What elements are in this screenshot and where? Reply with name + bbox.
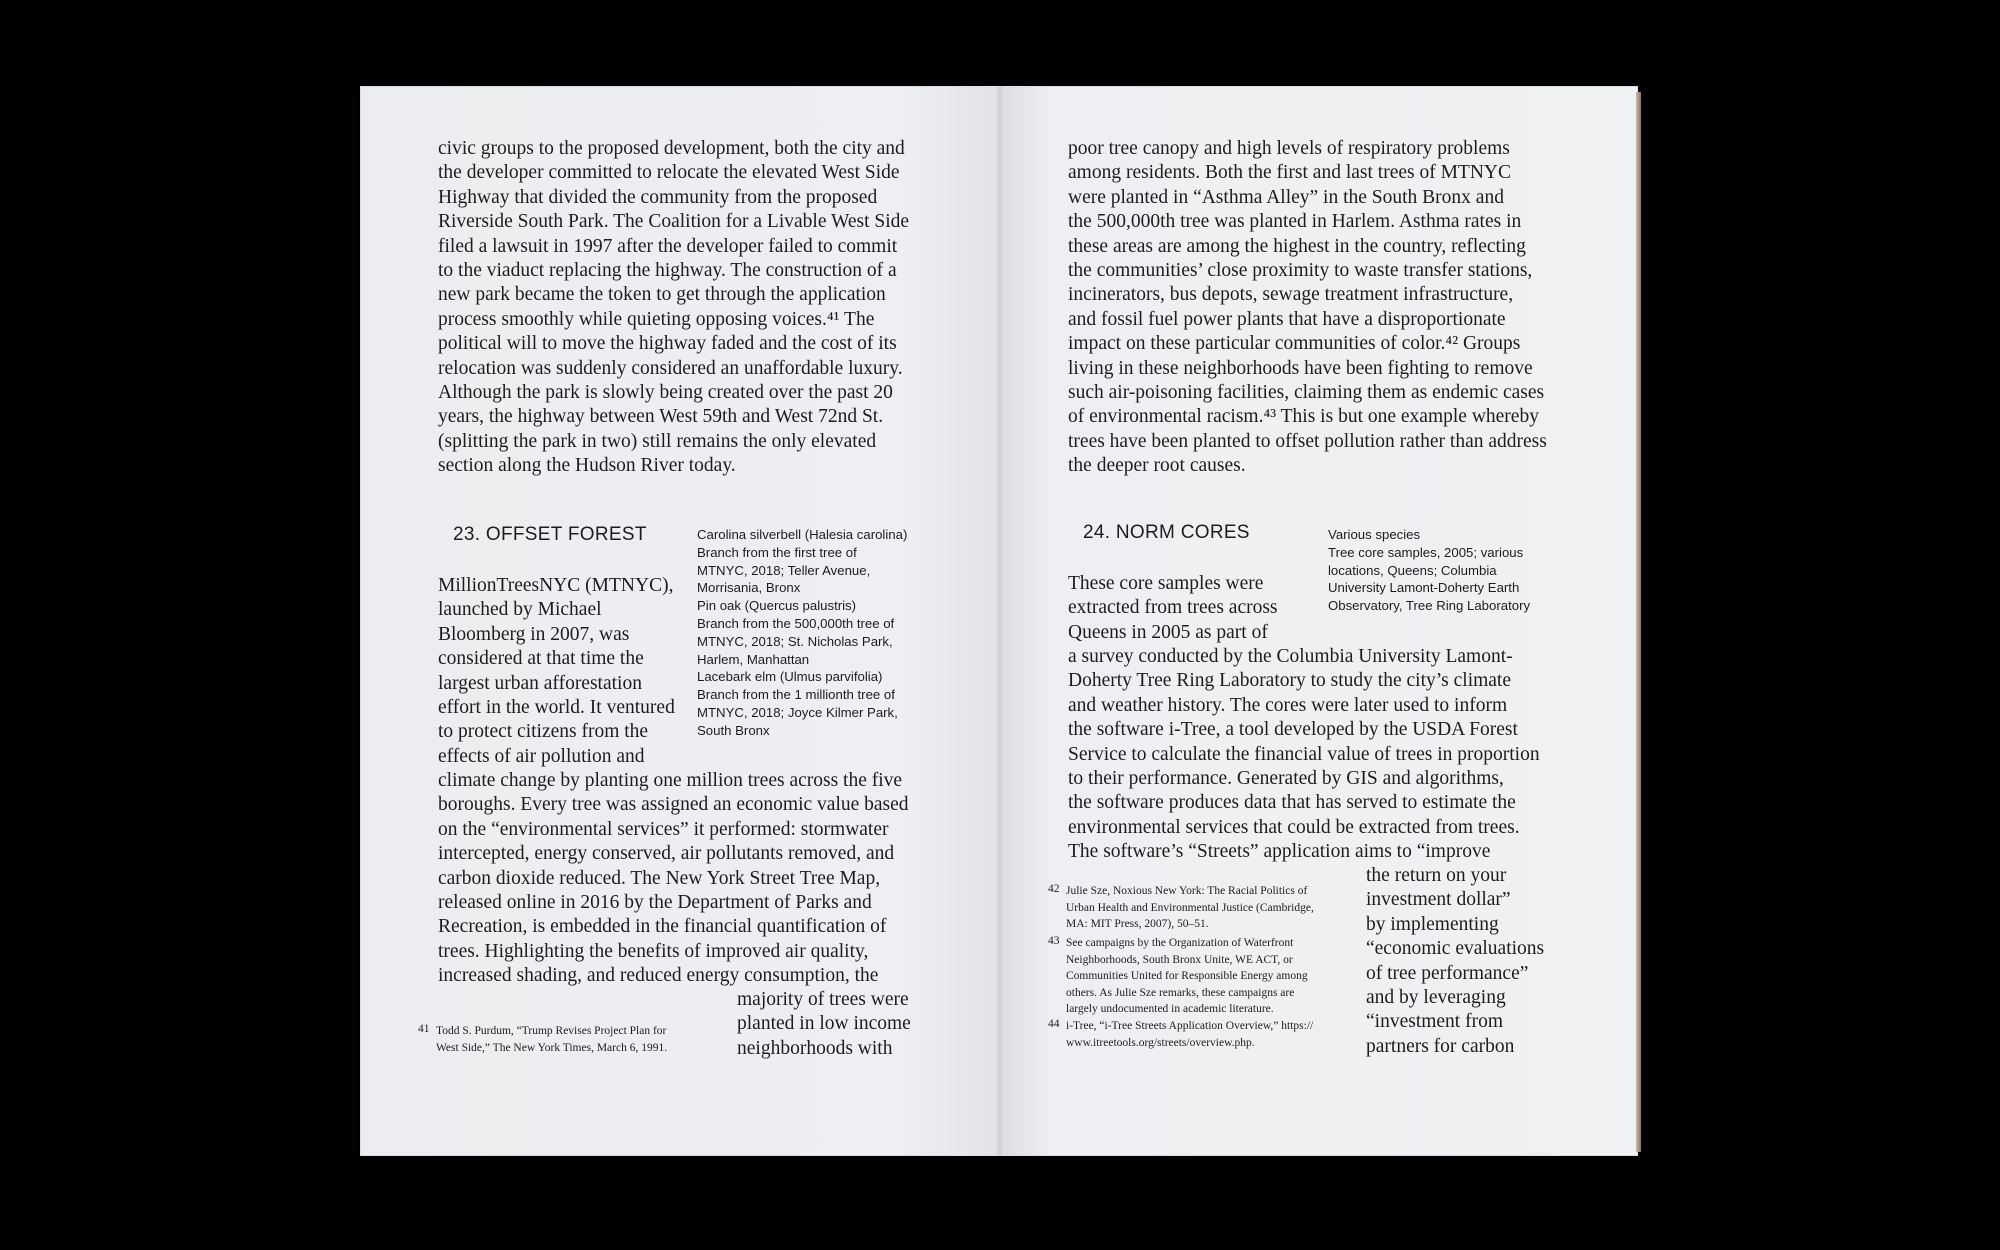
footnote-44: [1066, 1018, 1313, 1051]
footnote-line: MA: MIT Press, 2007), 50–51.: [1066, 918, 1209, 930]
book-spine: [995, 86, 1005, 1156]
footnote-line: i-Tree, “i-Tree Streets Application Overview,” https://: [1066, 1020, 1314, 1032]
caption-line: Branch from the 1 millionth tree of: [697, 687, 895, 703]
right-wide-paragraph: [1068, 645, 1540, 865]
footnote-line: others. As Julie Sze remarks, these campaigns are: [1066, 986, 1295, 999]
text-line: impact on these particular communities of color.⁴² Groups: [1068, 333, 1521, 355]
caption-line: Branch from the 500,000th tree of: [697, 615, 895, 631]
text-line: civic groups to the proposed development, both the city and: [438, 138, 905, 159]
text-line: and weather history. The cores were later used to inform: [1068, 694, 1508, 716]
text-line: environmental services that could be extracted from trees.: [1068, 816, 1520, 838]
text-line: of environmental racism.⁴³ This is but one example whereby: [1068, 406, 1539, 428]
text-line: poor tree canopy and high levels of respiratory problems: [1068, 138, 1510, 159]
text-line: to their performance. Generated by GIS and algorithms,: [1068, 768, 1504, 790]
text-line: majority of trees were: [737, 989, 909, 1010]
text-line: considered at that time the: [438, 648, 644, 670]
text-line: climate change by planting one million trees across the five: [438, 770, 903, 791]
text-line: among residents. Both the first and last trees of MTNYC: [1068, 162, 1512, 184]
caption-line: MTNYC, 2018; St. Nicholas Park,: [697, 633, 893, 649]
footnote-43: [1066, 935, 1308, 1018]
right-intro-paragraph: [1068, 137, 1547, 479]
footnote-line: Todd S. Purdum, “Trump Revises Project Plan for: [436, 1025, 667, 1037]
text-line: increased shading, and reduced energy consumption, the: [438, 965, 879, 987]
footnote-41: [436, 1023, 667, 1056]
text-line: process smoothly while quieting opposing voices.⁴¹ The: [438, 308, 875, 330]
text-line: the software i-Tree, a tool developed by the USDA Forest: [1068, 719, 1518, 741]
text-line: neighborhoods with: [737, 1037, 893, 1059]
text-line: a survey conducted by the Columbia University Lamont-: [1068, 646, 1513, 667]
text-line: launched by Michael: [438, 599, 602, 621]
text-line: new park became the token to get through the application: [438, 284, 886, 306]
text-line: of tree performance”: [1366, 962, 1529, 984]
text-line: living in these neighborhoods have been fighting to remove: [1068, 357, 1533, 379]
footnote-line: Communities United for Responsible Energy among: [1066, 970, 1308, 982]
text-line: effects of air pollution and: [438, 745, 645, 767]
page-edge: [1636, 92, 1641, 1152]
text-line: the return on your: [1366, 865, 1507, 886]
text-line: the communities’ close proximity to waste transfer stations,: [1068, 260, 1533, 282]
caption-line: University Lamont-Doherty Earth: [1328, 580, 1520, 596]
text-line: boroughs. Every tree was assigned an economic value based: [438, 794, 909, 816]
text-line: These core samples were: [1068, 573, 1264, 594]
text-line: Although the park is slowly being created over the past 20: [438, 382, 893, 404]
text-line: the deeper root causes.: [1068, 455, 1246, 477]
text-line: MillionTreesNYC (MTNYC),: [438, 575, 674, 596]
right-narrow-paragraph: [1068, 572, 1278, 645]
text-line: to protect citizens from the: [438, 721, 649, 743]
caption-line: South Bronx: [697, 722, 770, 738]
text-line: these areas are among the highest in the country, reflecting: [1068, 235, 1526, 257]
footnote-line: largely undocumented in academic literature.: [1066, 1003, 1274, 1015]
section-heading-23: 23. OFFSET FOREST: [453, 524, 647, 545]
section-heading-24: 24. NORM CORES: [1083, 522, 1250, 543]
text-line: and by leveraging: [1366, 987, 1506, 1009]
text-line: were planted in “Asthma Alley” in the South Bronx and: [1068, 186, 1504, 208]
text-line: relocation was suddenly considered an unaffordable luxury.: [438, 357, 903, 379]
caption-line: MTNYC, 2018; Teller Avenue,: [697, 562, 871, 578]
text-line: (splitting the park in two) still remains the only elevated: [438, 430, 877, 452]
footnote-line: Urban Health and Environmental Justice (Cambridge,: [1066, 901, 1314, 914]
footnote-number-43: 43: [1048, 935, 1060, 947]
caption-line: Branch from the first tree of: [697, 544, 857, 560]
left-caption: [697, 526, 907, 740]
text-line: and fossil fuel power plants that have a disproportionate: [1068, 308, 1506, 330]
text-line: political will to move the highway faded and the cost of its: [438, 333, 897, 355]
text-line: extracted from trees across: [1068, 597, 1278, 619]
caption-line: Various species: [1328, 527, 1421, 542]
left-narrow-paragraph: [438, 574, 675, 769]
text-line: Recreation, is embedded in the financial quantification of: [438, 916, 887, 938]
text-line: such air-poisoning facilities, claiming them as endemic cases: [1068, 382, 1545, 404]
caption-line: Morrisania, Bronx: [697, 580, 801, 596]
caption-line: Observatory, Tree Ring Laboratory: [1328, 598, 1531, 614]
text-line: “economic evaluations: [1366, 938, 1545, 960]
caption-line: Carolina silverbell (Halesia carolina): [697, 527, 908, 542]
footnote-line: See campaigns by the Organization of Waterfront: [1066, 937, 1294, 949]
footnote-line: Neighborhoods, South Bronx Unite, WE ACT, or: [1066, 953, 1293, 966]
left-column-end: [737, 988, 911, 1061]
text-line: trees. Highlighting the benefits of improved air quality,: [438, 940, 869, 962]
footnote-line: Julie Sze, Noxious New York: The Racial Politics of: [1066, 885, 1308, 897]
text-line: the developer committed to relocate the elevated West Side: [438, 162, 900, 184]
caption-line: Lacebark elm (Ulmus parvifolia): [697, 669, 883, 685]
caption-line: MTNYC, 2018; Joyce Kilmer Park,: [697, 704, 898, 720]
footnote-number-42: 42: [1048, 883, 1060, 895]
text-line: planted in low income: [737, 1013, 911, 1035]
text-line: Highway that divided the community from the proposed: [438, 186, 878, 208]
text-line: largest urban afforestation: [438, 672, 642, 694]
text-line: intercepted, energy conserved, air pollutants removed, and: [438, 843, 895, 865]
text-line: Riverside South Park. The Coalition for a Livable West Side: [438, 211, 910, 233]
text-line: released online in 2016 by the Department of Parks and: [438, 892, 872, 914]
footnote-number-41: 41: [418, 1023, 430, 1035]
text-line: effort in the world. It ventured: [438, 697, 675, 719]
footnote-line: West Side,” The New York Times, March 6, 1991.: [436, 1041, 668, 1054]
text-line: Doherty Tree Ring Laboratory to study the city’s climate: [1068, 670, 1512, 692]
right-column-end: [1366, 864, 1544, 1059]
text-line: partners for carbon: [1366, 1035, 1515, 1057]
caption-line: Pin oak (Quercus palustris): [697, 598, 857, 614]
text-line: Bloomberg in 2007, was: [438, 623, 630, 645]
caption-line: Tree core samples, 2005; various: [1328, 544, 1524, 560]
text-line: years, the highway between West 59th and West 72nd St.: [438, 406, 884, 428]
text-line: The software’s “Streets” application aims to “improve: [1068, 841, 1491, 863]
text-line: the 500,000th tree was planted in Harlem. Asthma rates in: [1068, 211, 1522, 233]
left-wide-paragraph: [438, 769, 909, 989]
text-line: the software produces data that has served to estimate the: [1068, 792, 1516, 814]
footnote-42: [1066, 883, 1314, 933]
text-line: on the “environmental services” it performed: stormwater: [438, 818, 889, 840]
text-line: incinerators, bus depots, sewage treatment infrastructure,: [1068, 284, 1514, 306]
text-line: investment dollar”: [1366, 889, 1511, 911]
text-line: to the viaduct replacing the highway. The construction of a: [438, 260, 897, 282]
text-line: filed a lawsuit in 1997 after the developer failed to commit: [438, 235, 898, 257]
footnote-line: www.itreetools.org/streets/overview.php.: [1066, 1036, 1255, 1049]
text-line: “investment from: [1366, 1011, 1504, 1033]
text-line: Service to calculate the financial value of trees in proportion: [1068, 743, 1540, 765]
right-caption: [1328, 526, 1530, 615]
left-intro-paragraph: [438, 137, 909, 479]
text-line: carbon dioxide reduced. The New York Street Tree Map,: [438, 867, 881, 889]
text-line: trees have been planted to offset pollution rather than address: [1068, 430, 1547, 452]
text-line: by implementing: [1366, 913, 1499, 935]
caption-line: locations, Queens; Columbia: [1328, 562, 1497, 578]
caption-line: Harlem, Manhattan: [697, 651, 810, 667]
text-line: Queens in 2005 as part of: [1068, 621, 1268, 643]
footnote-number-44: 44: [1048, 1018, 1060, 1030]
text-line: section along the Hudson River today.: [438, 455, 736, 477]
